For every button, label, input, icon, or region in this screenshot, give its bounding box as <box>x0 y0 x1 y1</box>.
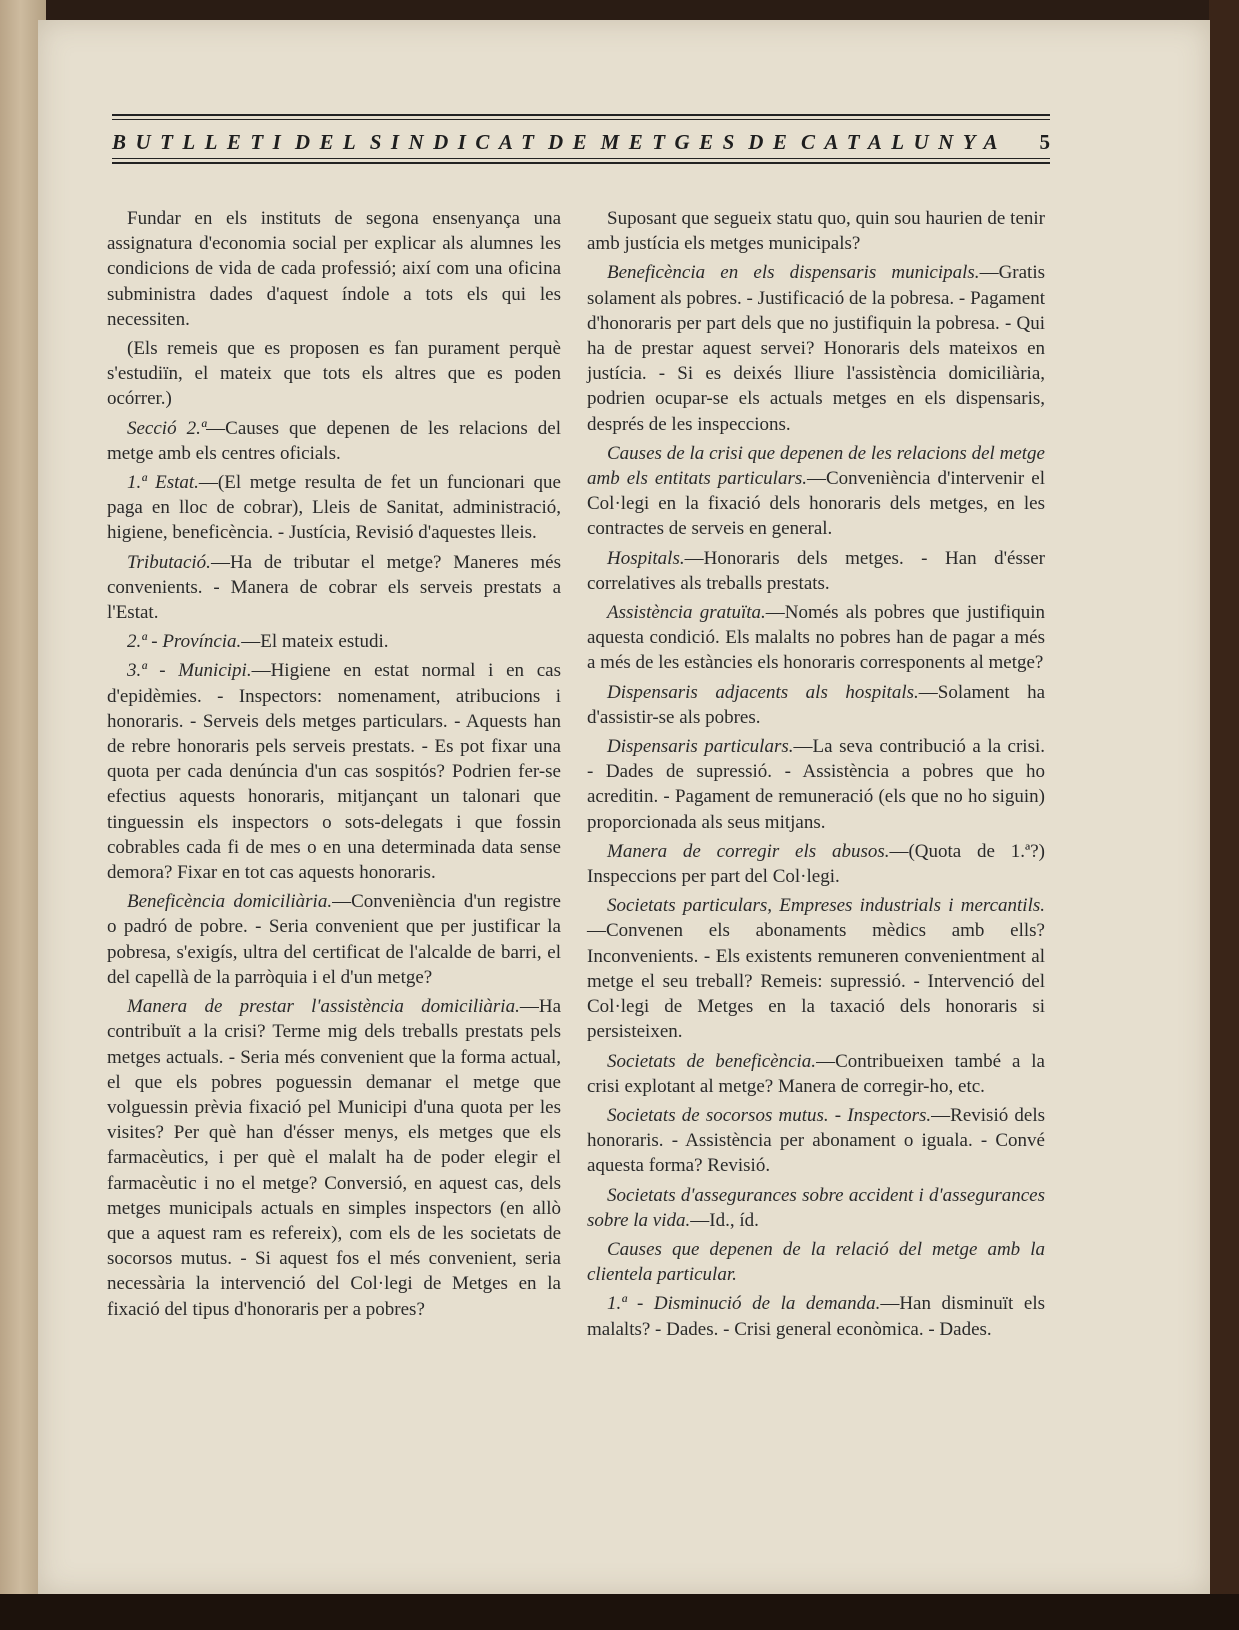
paragraph-text: —Revisió dels honoraris. - Assistència per abonament o iguala. - Convé aquesta forma? Revisió. <box>587 1104 1045 1177</box>
paragraph <box>587 600 1045 676</box>
paragraph-text: —Gratis solament als pobres. - Justificació de la pobresa. - Pagament d'honoraris per part dels que no justifiquin la pobresa. - Qui ha de prestar aquest servei? Honoraris dels mateixos en justícia. - Si es deixés lliure l'assistència domiciliària, podrien ocupar-se els actuals metges en els dispensaris, després de les inspeccions. <box>587 262 1045 435</box>
paragraph <box>587 734 1045 835</box>
paragraph <box>587 441 1045 542</box>
paragraph-text: —Han disminuït els malalts? - Dades. - Crisi general econòmica. - Dades. <box>587 1293 1045 1340</box>
paragraph-lead: Secció 2.ª <box>127 417 207 439</box>
paragraph-lead: Societats de socorsos mutus. - Inspectors. <box>607 1104 932 1126</box>
paragraph-lead: Assistència gratuïta. <box>607 602 766 624</box>
paragraph-text: —La seva contribució a la crisi. - Dades de supressió. - Assistència a pobres que ho acreditin. - Pagament de remuneració (els que no ho siguin) proporcionada als seus mitjans. <box>587 736 1046 833</box>
paragraph <box>107 206 561 332</box>
paragraph-lead: Manera de corregir els abusos. <box>607 840 890 862</box>
running-head-word: BUTLLETI <box>112 130 291 154</box>
left-column <box>107 206 561 1326</box>
paragraph-text: —Higiene en estat normal i en cas d'epidèmies. - Inspectors: nomenament, atribucions i honoraris. - Serveis dels metges particulars. - Aquests han de rebre honoraris pels serveis prestats. - Es pot fixar una quota per cada denúncia d'un cas sospitós? Podrien fer-se efectius aquests honoraris, mitjançant un talonari que tinguessin els inspectors o sots-delegats i que fossin cobrables cada fi de mes o en una determinada data sense demora? Fixar en tot cas aquests honoraris. <box>107 660 561 884</box>
paragraph <box>107 658 561 885</box>
header-rule-bottom-thin <box>112 158 1050 159</box>
running-head-word: DE <box>548 130 597 154</box>
paragraph-lead: 2.ª - Província. <box>127 631 242 653</box>
running-head-word: DEL <box>294 130 366 154</box>
paragraph-lead: Dispensaris particulars. <box>607 736 794 758</box>
paragraph-lead: 3.ª - Municipi. <box>127 660 252 682</box>
paragraph-lead: Societats d'assegurances sobre accident i d'assegurances sobre la vida. <box>587 1184 1045 1231</box>
paragraph <box>587 1049 1045 1099</box>
paragraph-lead: Causes que depenen de la relació del metge amb la clientela particular. <box>587 1238 1045 1286</box>
paragraph <box>587 1183 1045 1233</box>
running-head-title <box>112 130 1007 155</box>
paragraph-lead: Societats particulars, Empreses industrials i mercantils. <box>607 895 1045 917</box>
running-head-word: SINDICAT <box>369 130 544 154</box>
paragraph <box>587 1103 1045 1179</box>
book-binding-right <box>1209 0 1239 1630</box>
paragraph-text: —Honoraris dels metges. - Han d'ésser correlatives als treballs prestats. <box>587 547 1045 594</box>
paragraph-text: —Contribueixen també a la crisi explotant al metge? Manera de corregir-ho, etc. <box>587 1050 1045 1097</box>
running-header <box>112 112 1050 172</box>
page-number: 5 <box>1039 130 1050 154</box>
paragraph-text: —El mateix estudi. <box>241 631 389 653</box>
paragraph <box>587 546 1045 596</box>
paragraph-lead: Beneficència domiciliària. <box>127 891 333 913</box>
paragraph-text: —Causes que depenen de les relacions del metge amb els centres oficials. <box>107 417 562 464</box>
paragraph <box>587 260 1045 436</box>
paragraph-text: —Convenen els abonaments mèdics amb ells? Inconvenients. - Els existents remuneren convenientment al metge el seu treball? Remeis: supressió. - Intervenció del Col·legi de Metges en la taxació dels honoraris si persisteixen. <box>587 920 1045 1043</box>
paragraph-text: —Conveniència d'intervenir el Col·legi en la fixació dels honoraris dels metges, en les contractes de serveis en general. <box>587 468 1045 540</box>
header-rule-bottom <box>112 162 1050 164</box>
paragraph-text: Suposant que segueix statu quo, quin sou haurien de tenir amb justícia els metges municipals? <box>587 208 1045 255</box>
paragraph-text: Fundar en els instituts de segona ensenyança una assignatura d'economia social per explicar als alumnes les condicions de vida de cada professió; així com una oficina subministra dades d'aquest índole a tots els qui les necessiten. <box>107 208 561 330</box>
paragraph-lead: 1.ª - Disminució de la demanda. <box>607 1293 881 1315</box>
paragraph-lead: 1.ª Estat. <box>127 472 199 494</box>
paragraph <box>107 336 561 412</box>
running-head-word: DE <box>748 130 797 154</box>
paragraph <box>587 839 1045 889</box>
paragraph <box>587 893 1045 1044</box>
paragraph-text: —Conveniència d'un registre o padró de pobre. - Seria convenient que per justificar la pobresa, s'exigís, ultra del certificat de l'alcalde de barri, el del capellà de la parròquia i el d'un metge? <box>107 891 561 988</box>
paragraph-lead: Beneficència en els dispensaris municipals. <box>607 262 980 284</box>
paragraph-text: (Els remeis que es proposen es fan purament perquè s'estudiïn, el mateix que tots els altres que es poden ocórrer.) <box>107 338 561 410</box>
header-rule-top <box>112 114 1050 116</box>
paragraph-lead: Causes de la crisi que depenen de les relacions del metge amb els entitats particulars. <box>587 442 1045 490</box>
running-head-word: CATALUNYA <box>800 130 1007 154</box>
paragraph <box>107 994 561 1322</box>
paragraph-text: —Només als pobres que justifiquin aquesta condició. Els malalts no pobres han de pagar a més a més de les estàncies els honoraris corresponents al metge? <box>587 602 1045 674</box>
paragraph <box>107 550 561 626</box>
paragraph-lead: Manera de prestar l'assistència domiciliària. <box>127 996 520 1018</box>
paragraph <box>587 1237 1045 1287</box>
paragraph-lead: Societats de beneficència. <box>607 1050 817 1072</box>
paragraph <box>107 629 561 654</box>
paragraph-text: —Id., íd. <box>690 1209 759 1231</box>
right-column <box>587 206 1045 1346</box>
paragraph-text: —(El metge resulta de fet un funcionari que paga en lloc de cobrar), Lleis de Sanitat, administració, higiene, beneficència. - Justícia, Revisió d'aquestes lleis. <box>107 472 561 544</box>
paragraph-text: —(Quota de 1.ª?) Inspeccions per part del Col·legi. <box>587 840 1045 888</box>
paragraph <box>587 1291 1045 1341</box>
paragraph <box>587 680 1045 730</box>
paragraph <box>107 889 561 990</box>
paragraph <box>587 206 1045 256</box>
paragraph <box>107 416 561 466</box>
running-head-word: METGES <box>600 130 744 154</box>
paragraph <box>107 470 561 546</box>
header-rule-top-thin <box>112 119 1050 120</box>
paragraph-lead: Tributació. <box>127 551 211 573</box>
paragraph-text: —Solament ha d'assistir-se als pobres. <box>587 681 1046 728</box>
paragraph-lead: Dispensaris adjacents als hospitals. <box>607 681 919 703</box>
paragraph-text: —Ha contribuït a la crisi? Terme mig dels treballs prestats pels metges actuals. - Seria més convenient que la forma actual, el que els pobres poguessin demanar el metge que volguessin prèvia fixació pel Municipi d'una quota per les visites? Per què han d'ésser menys, els metges que els farmacèutics, i per què el malalt ha de poder elegir el farmacèutic i no el metge? Conversió, en aquest cas, dels metges municipals actuals en simples inspectors (en allò que a aquest ram es refereix), com els de les societats de socorsos mutus. - Si aquest fos el més convenient, seria necessària la intervenció del Col·legi de Metges en la fixació del tipus d'honoraris per a pobres? <box>107 996 561 1320</box>
paragraph-text: —Ha de tributar el metge? Maneres més convenients. - Manera de cobrar els serveis prestats a l'Estat. <box>107 551 561 624</box>
page-bottom-edge <box>0 1594 1239 1630</box>
paragraph-lead: Hospitals. <box>607 547 685 569</box>
